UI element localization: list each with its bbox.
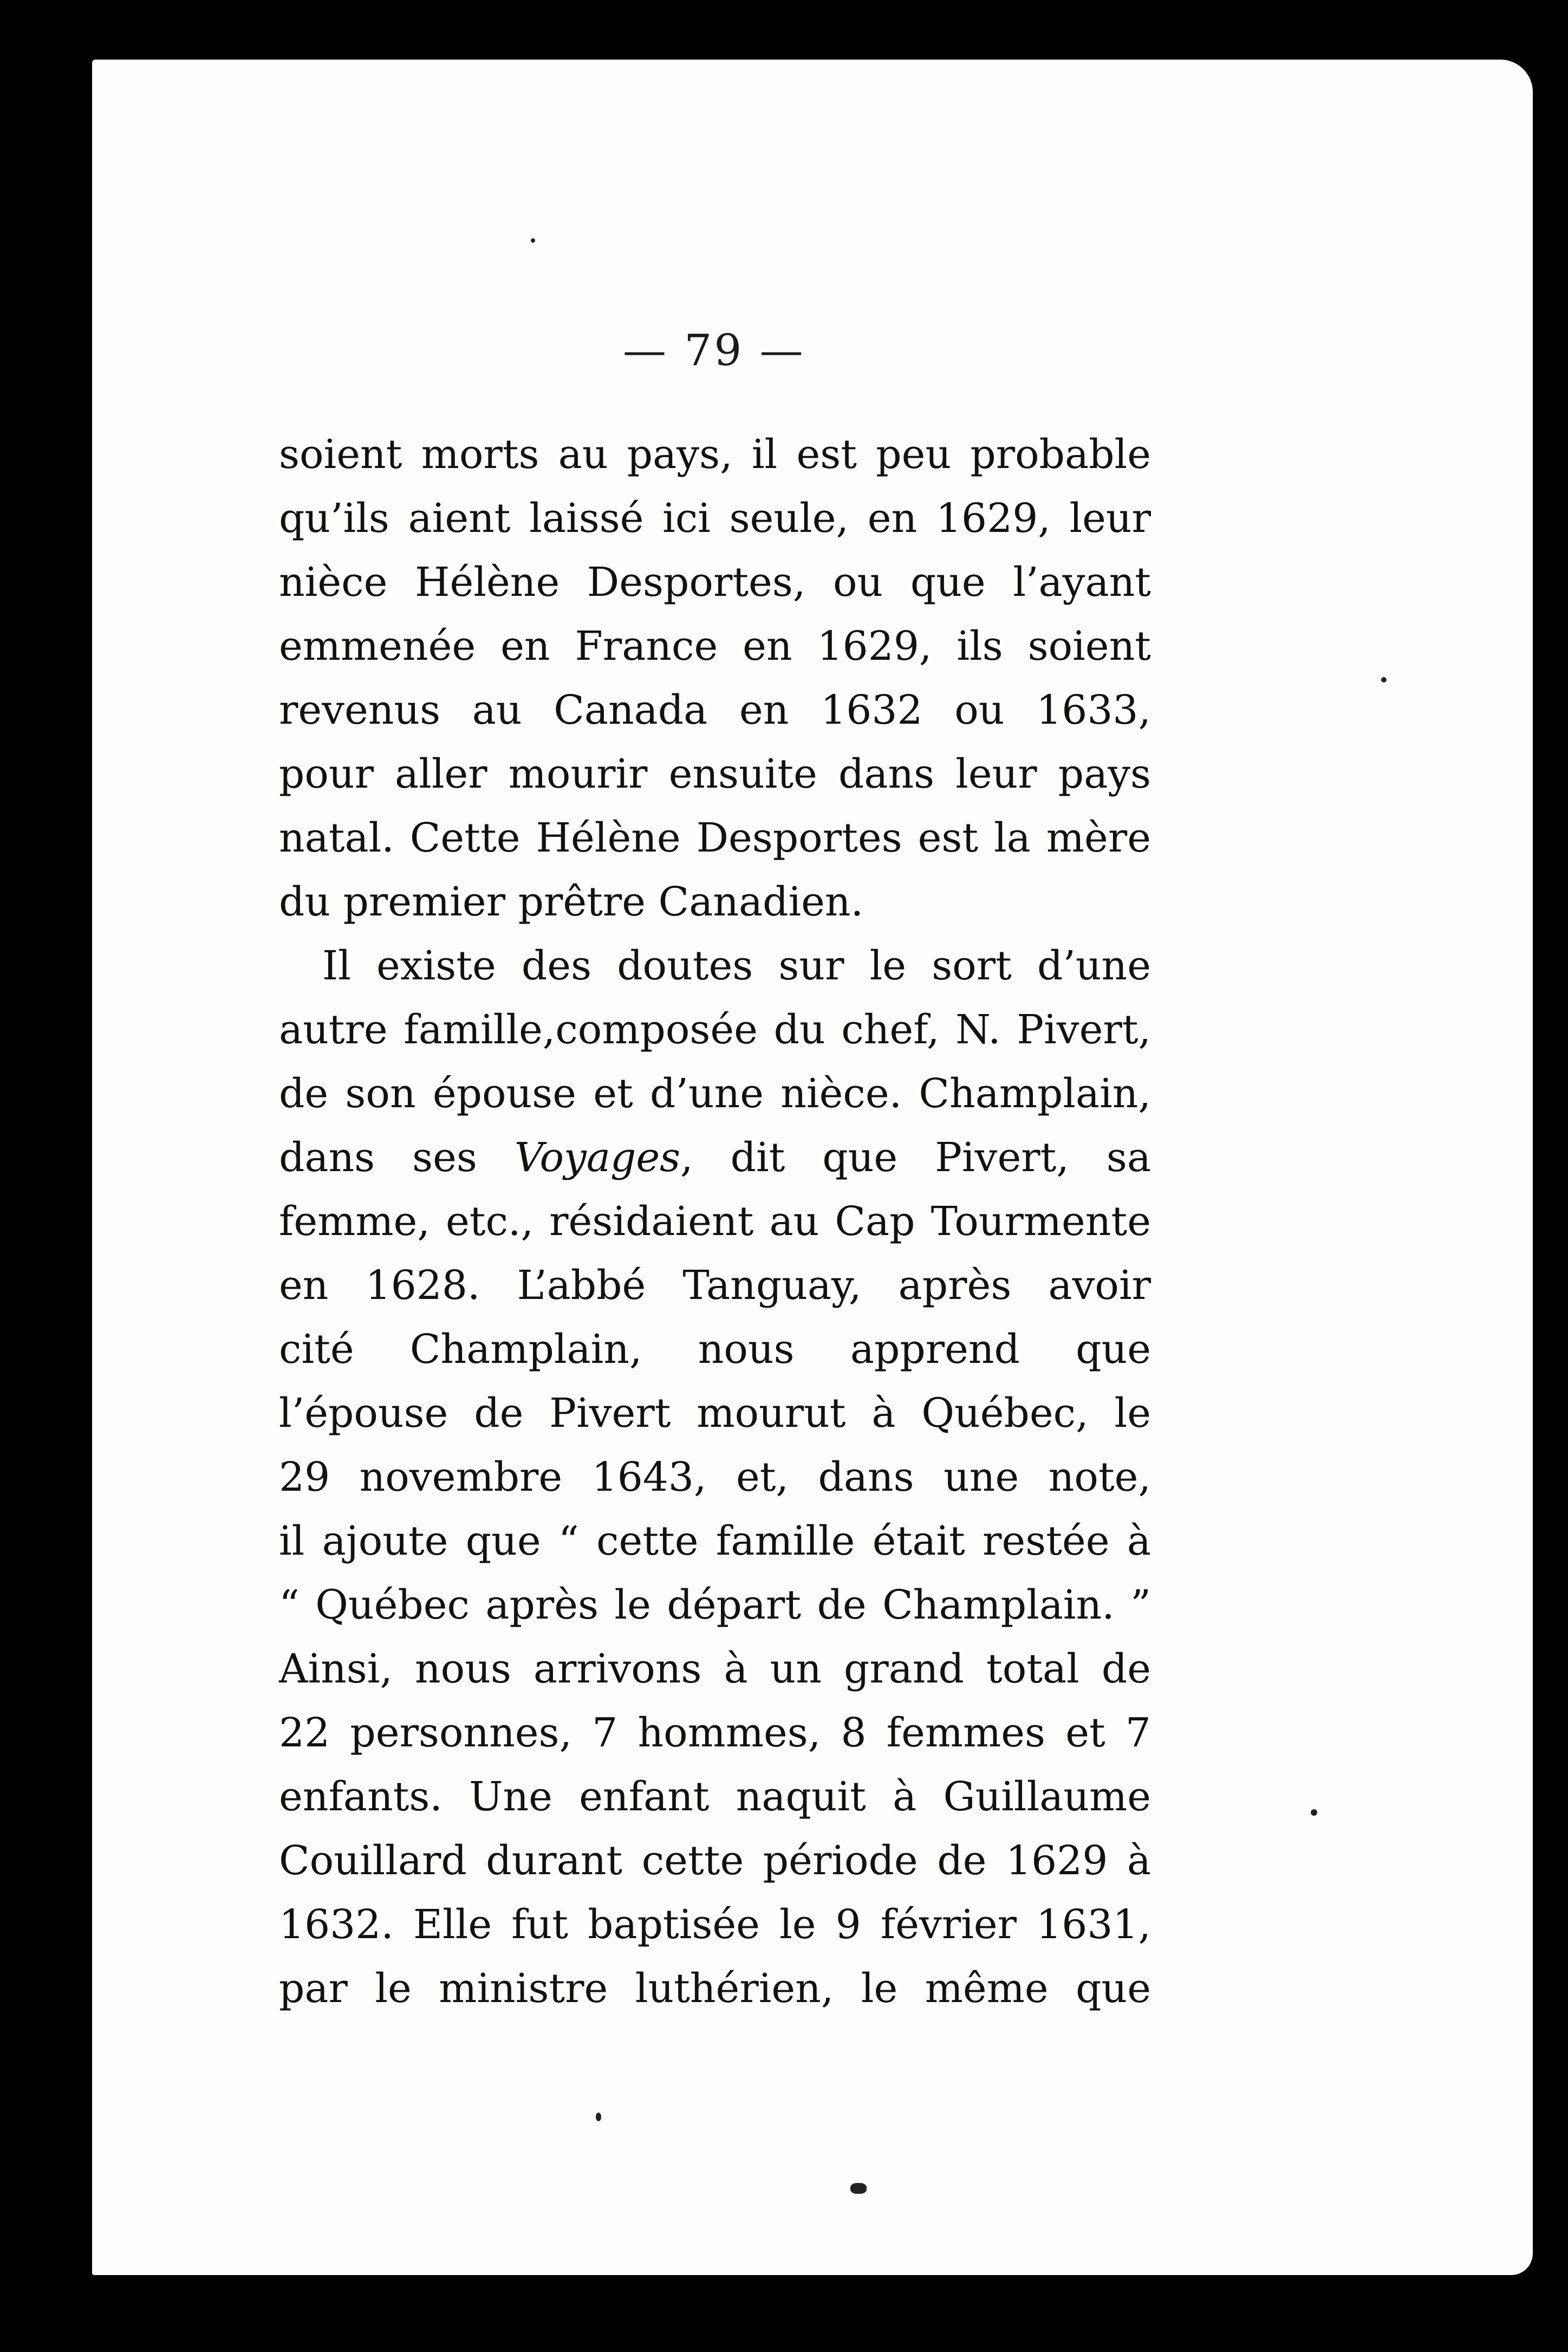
text-line: natal. Cette Hélène Desportes est la mère [279,815,1151,861]
body-text [279,423,1151,2020]
text-line: emmenée en France en 1629, ils soient [279,623,1151,670]
text-line: il ajoute que “ cette famille était restée à [279,1518,1151,1564]
text-line: 22 personnes, 7 hommes, 8 femmes et 7 [279,1710,1151,1756]
text-line: de son épouse et d’une nièce. Champlain, [279,1070,1151,1117]
text-line: par le ministre luthérien, le même que [279,1965,1151,2012]
text-line: pour aller mourir ensuite dans leur pays [279,751,1151,797]
text-line: revenus au Canada en 1632 ou 1633, [279,687,1151,733]
text-line: en 1628. L’abbé Tanguay, après avoir [279,1262,1151,1309]
text-line: Couillard durant cette période de 1629 à [279,1837,1151,1884]
page-number: — 79 — [623,325,805,375]
text-line: 29 novembre 1643, et, dans une note, [279,1454,1151,1500]
text-line: “ Québec après le départ de Champlain. ” [279,1582,1151,1628]
text-line: 1632. Elle fut baptisée le 9 février 1631, [279,1901,1151,1948]
text-line: l’épouse de Pivert mourut à Québec, le [279,1390,1151,1437]
scan-speck [1311,1809,1317,1816]
text-line: femme, etc., résidaient au Cap Tourmente [279,1198,1151,1245]
scan-speck [596,2113,601,2121]
text-line: cité Champlain, nous apprend que [279,1326,1151,1373]
text-line: soient morts au pays, il est peu probable [279,431,1151,478]
scan-speck [531,238,535,243]
text-line: du premier prêtre Canadien. [279,879,864,925]
text-line: qu’ils aient laissé ici seule, en 1629, leur [279,495,1151,542]
text-line: nièce Hélène Desportes, ou que l’ayant [279,559,1151,606]
scan-speck [1381,677,1387,683]
text-line-italic-voyages: dans ses Voyages, dit que Pivert, sa [279,1134,1151,1181]
italic-title: Voyages [514,1134,681,1181]
text-line: Il existe des doutes sur le sort d’une [322,943,1151,989]
text-line: enfants. Une enfant naquit à Guillaume [279,1773,1151,1820]
text-line: autre famille,composée du chef, N. Pivert, [279,1006,1151,1053]
scan-speck [850,2183,867,2194]
text-line: Ainsi, nous arrivons à un grand total de [279,1646,1151,1692]
